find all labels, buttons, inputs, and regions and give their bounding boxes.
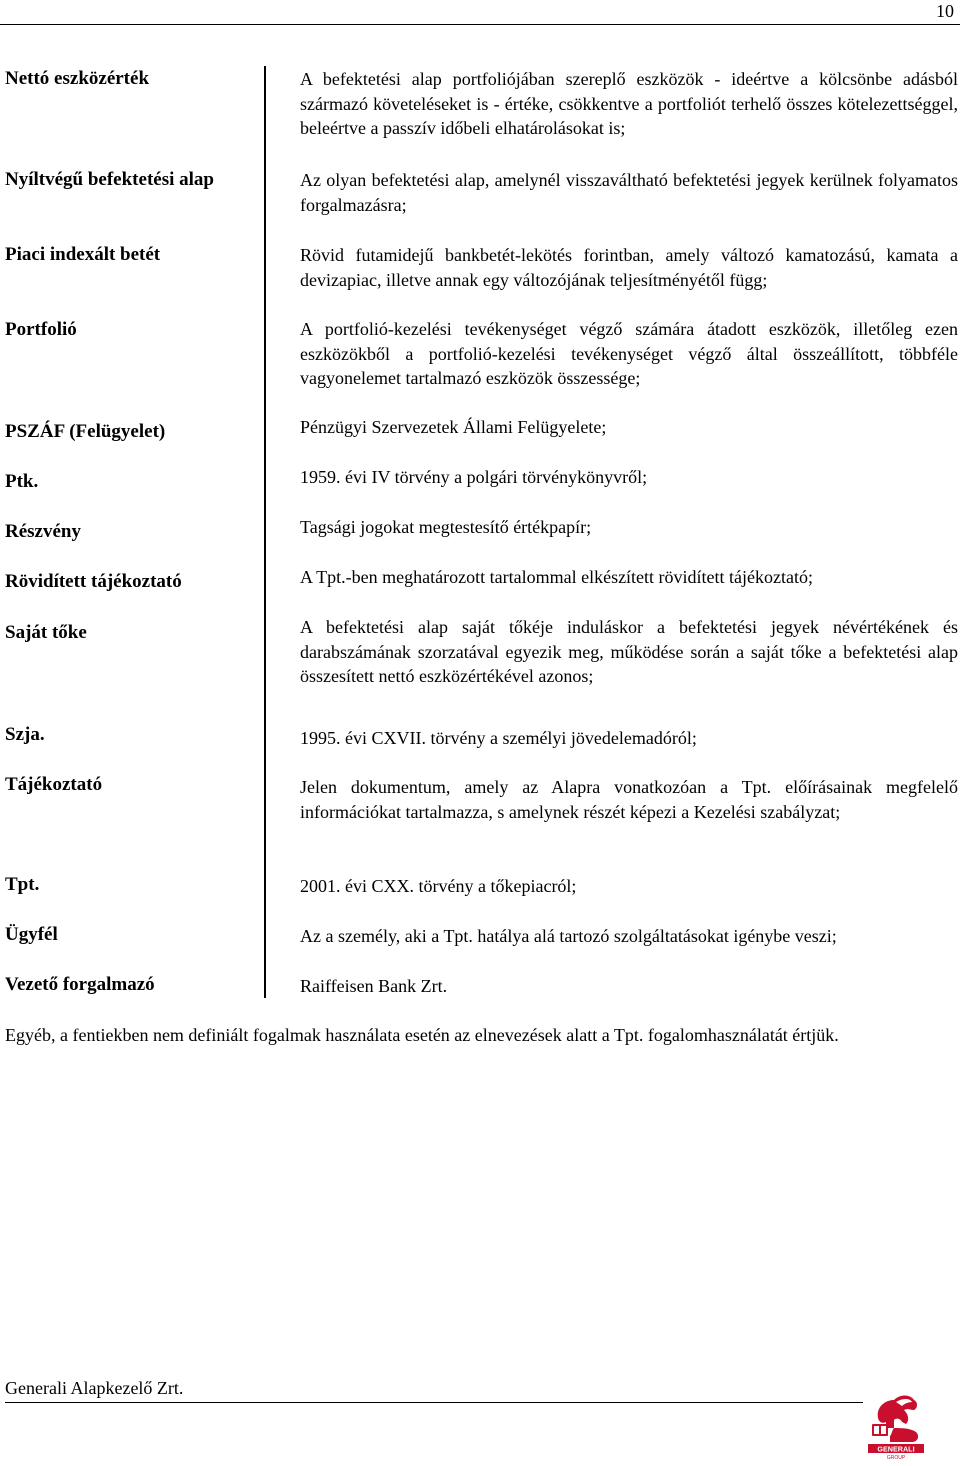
definition-roviditett-tajekoztato: A Tpt.-ben meghatározott tartalommal elkészített rövidített tájékoztató; bbox=[300, 567, 813, 587]
definition-szja: 1995. évi CXVII. törvény a személyi jövedelemadóról; bbox=[300, 728, 697, 748]
term-netto-eszkozertek: Nettó eszközérték bbox=[5, 68, 150, 89]
header-rule bbox=[0, 24, 960, 25]
generali-lion-logo-icon bbox=[866, 1388, 926, 1460]
definition-sajat-toke: A befektetési alap saját tőkéje induláskor a befektetési jegyek névértékének és darabszámának szorzatával egyezik meg, működése során a saját tőke a befektetési alap összesített nettó eszközértékével azonos; bbox=[300, 617, 958, 686]
logo-text: GENERALI bbox=[877, 1444, 915, 1454]
term-vezeto-forgalmazo: Vezető forgalmazó bbox=[5, 974, 155, 995]
term-tajekoztato: Tájékoztató bbox=[5, 774, 103, 795]
definition-tajekoztato: Jelen dokumentum, amely az Alapra vonatkozóan a Tpt. előírásainak megfelelő információkat tartalmazza, s amelynek részét képezi a Kezelési szabályzat; bbox=[300, 777, 958, 822]
logo-subtext: GROUP bbox=[886, 1455, 906, 1460]
term-reszveny: Részvény bbox=[5, 521, 81, 542]
definition-vezeto-forgalmazo: Raiffeisen Bank Zrt. bbox=[300, 976, 448, 996]
term-ptk: Ptk. bbox=[5, 471, 39, 492]
term-tpt: Tpt. bbox=[5, 874, 40, 895]
definition-nyiltvegu-befektetesi-alap: Az olyan befektetési alap, amelynél visszaváltható befektetési jegyek kerülnek folyamatos forgalmazásra; bbox=[300, 170, 958, 215]
definition-reszveny: Tagsági jogokat megtestesítő értékpapír; bbox=[300, 517, 592, 537]
definition-piaci-indexalt-betet: Rövid futamidejű bankbetét-lekötés forintban, amely változó kamatozású, kamata a devizapiac, illetve annak egy változójának teljesítményétől függ; bbox=[300, 245, 958, 290]
definition-pszaf: Pénzügyi Szervezetek Állami Felügyelete; bbox=[300, 417, 607, 437]
definition-ugyfel: Az a személy, aki a Tpt. hatálya alá tartozó szolgáltatásokat igénybe veszi; bbox=[300, 926, 837, 946]
term-pszaf: PSZÁF (Felügyelet) bbox=[5, 421, 166, 442]
term-sajat-toke: Saját tőke bbox=[5, 622, 87, 643]
definition-tpt: 2001. évi CXX. törvény a tőkepiacról; bbox=[300, 876, 577, 896]
term-szja: Szja. bbox=[5, 724, 45, 745]
term-portfolio: Portfolió bbox=[5, 319, 77, 340]
footer-rule bbox=[5, 1402, 863, 1403]
term-nyiltvegu-befektetesi-alap: Nyíltvégű befektetési alap bbox=[5, 169, 214, 190]
footer-company-name: Generali Alapkezelő Zrt. bbox=[5, 1378, 184, 1398]
column-divider bbox=[264, 66, 266, 998]
closing-paragraph: Egyéb, a fentiekben nem definiált fogalmak használata esetén az elnevezések alatt a Tpt. fogalomhasználatát értjük. bbox=[5, 1025, 839, 1045]
term-ugyfel: Ügyfél bbox=[5, 924, 58, 945]
term-piaci-indexalt-betet: Piaci indexált betét bbox=[5, 244, 161, 265]
definition-portfolio: A portfolió-kezelési tevékenységet végző számára átadott eszközök, illetőleg ezen eszközökből a portfolió-kezelési tevékenységet végző által összeállított, többféle vagyonelemet tartalmazó eszközök összessége; bbox=[300, 319, 958, 388]
definition-ptk: 1959. évi IV törvény a polgári törvénykönyvről; bbox=[300, 467, 648, 487]
term-roviditett-tajekoztato: Rövidített tájékoztató bbox=[5, 571, 182, 592]
page-number: 10 bbox=[936, 1, 954, 21]
definition-netto-eszkozertek: A befektetési alap portfoliójában szereplő eszközök - ideértve a kölcsönbe adásból származó követeléseket is - értéke, csökkentve a portfoliót terhelő összes kötelezettséggel, beleértve a passzív időbeli elhatárolásokat is; bbox=[300, 69, 958, 138]
